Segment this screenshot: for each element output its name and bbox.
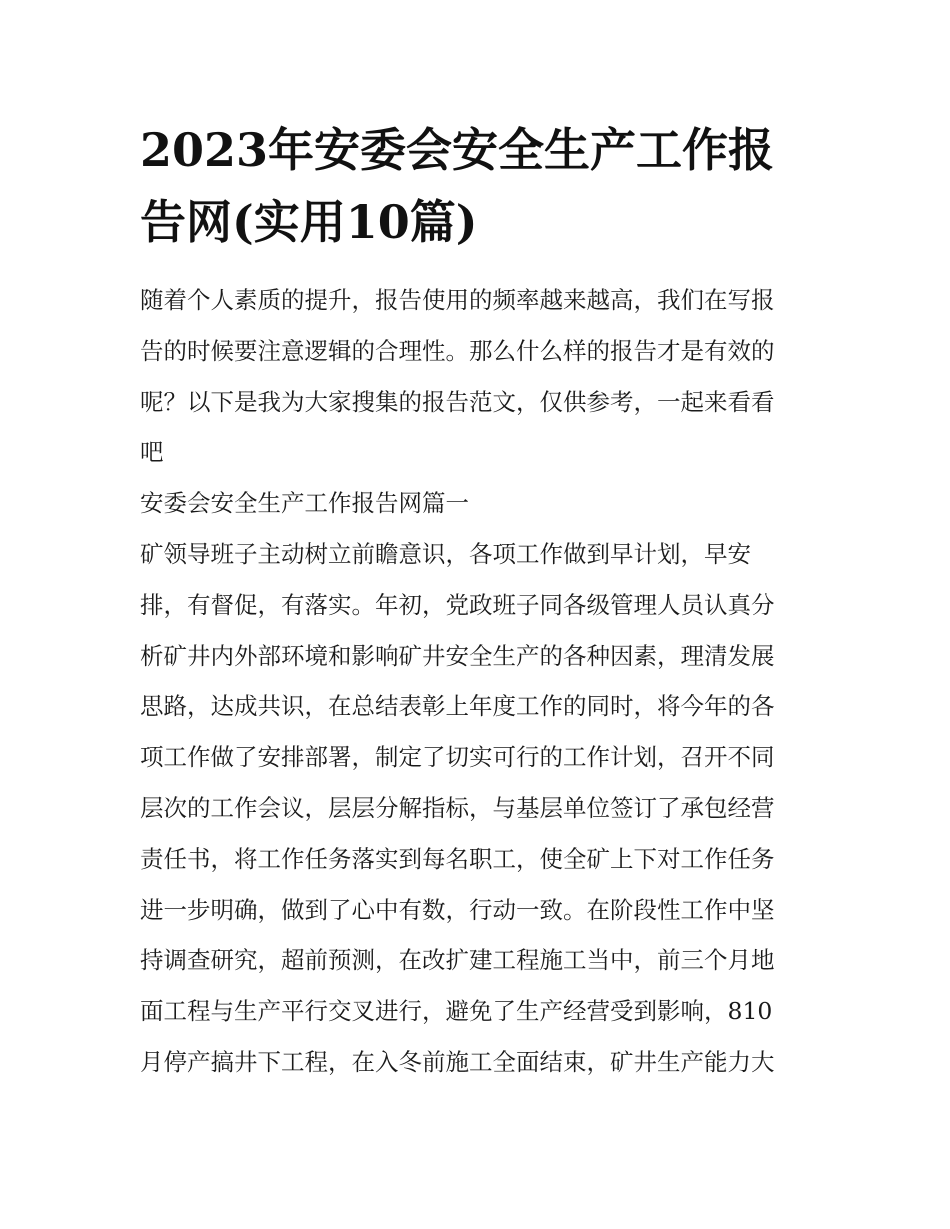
intro-line: 吧 (140, 438, 164, 466)
body-line: 月停产搞井下工程，在入冬前施工全面结束，矿井生产能力大 (140, 1048, 775, 1076)
body-line: 持调查研究，超前预测，在改扩建工程施工当中，前三个月地 (140, 946, 775, 974)
intro-line: 呢？以下是我为大家搜集的报告范文，仅供参考，一起来看看 (140, 388, 775, 416)
body-line: 层次的工作会议，层层分解指标，与基层单位签订了承包经营 (140, 794, 775, 822)
intro-line: 告的时候要注意逻辑的合理性。那么什么样的报告才是有效的 (140, 337, 775, 365)
body-line: 排，有督促，有落实。年初，党政班子同各级管理人员认真分 (140, 591, 775, 619)
body-line: 思路，达成共识，在总结表彰上年度工作的同时，将今年的各 (140, 692, 775, 720)
body-line: 析矿井内外部环境和影响矿井安全生产的各种因素，理清发展 (140, 642, 775, 670)
section-heading: 安委会安全生产工作报告网篇一 (140, 489, 469, 517)
body-line: 进一步明确，做到了心中有数，行动一致。在阶段性工作中坚 (140, 896, 775, 924)
body-line: 责任书，将工作任务落实到每名职工，使全矿上下对工作任务 (140, 845, 775, 873)
body-line: 面工程与生产平行交叉进行，避免了生产经营受到影响，810 (140, 997, 773, 1025)
document-title: 2023年安委会安全生产工作报告网(实用10篇) (140, 123, 775, 249)
intro-line: 随着个人素质的提升，报告使用的频率越来越高，我们在写报 (140, 286, 775, 314)
body-line: 矿领导班子主动树立前瞻意识，各项工作做到早计划，早安 (140, 540, 751, 568)
body-line: 项工作做了安排部署，制定了切实可行的工作计划，召开不同 (140, 743, 775, 771)
